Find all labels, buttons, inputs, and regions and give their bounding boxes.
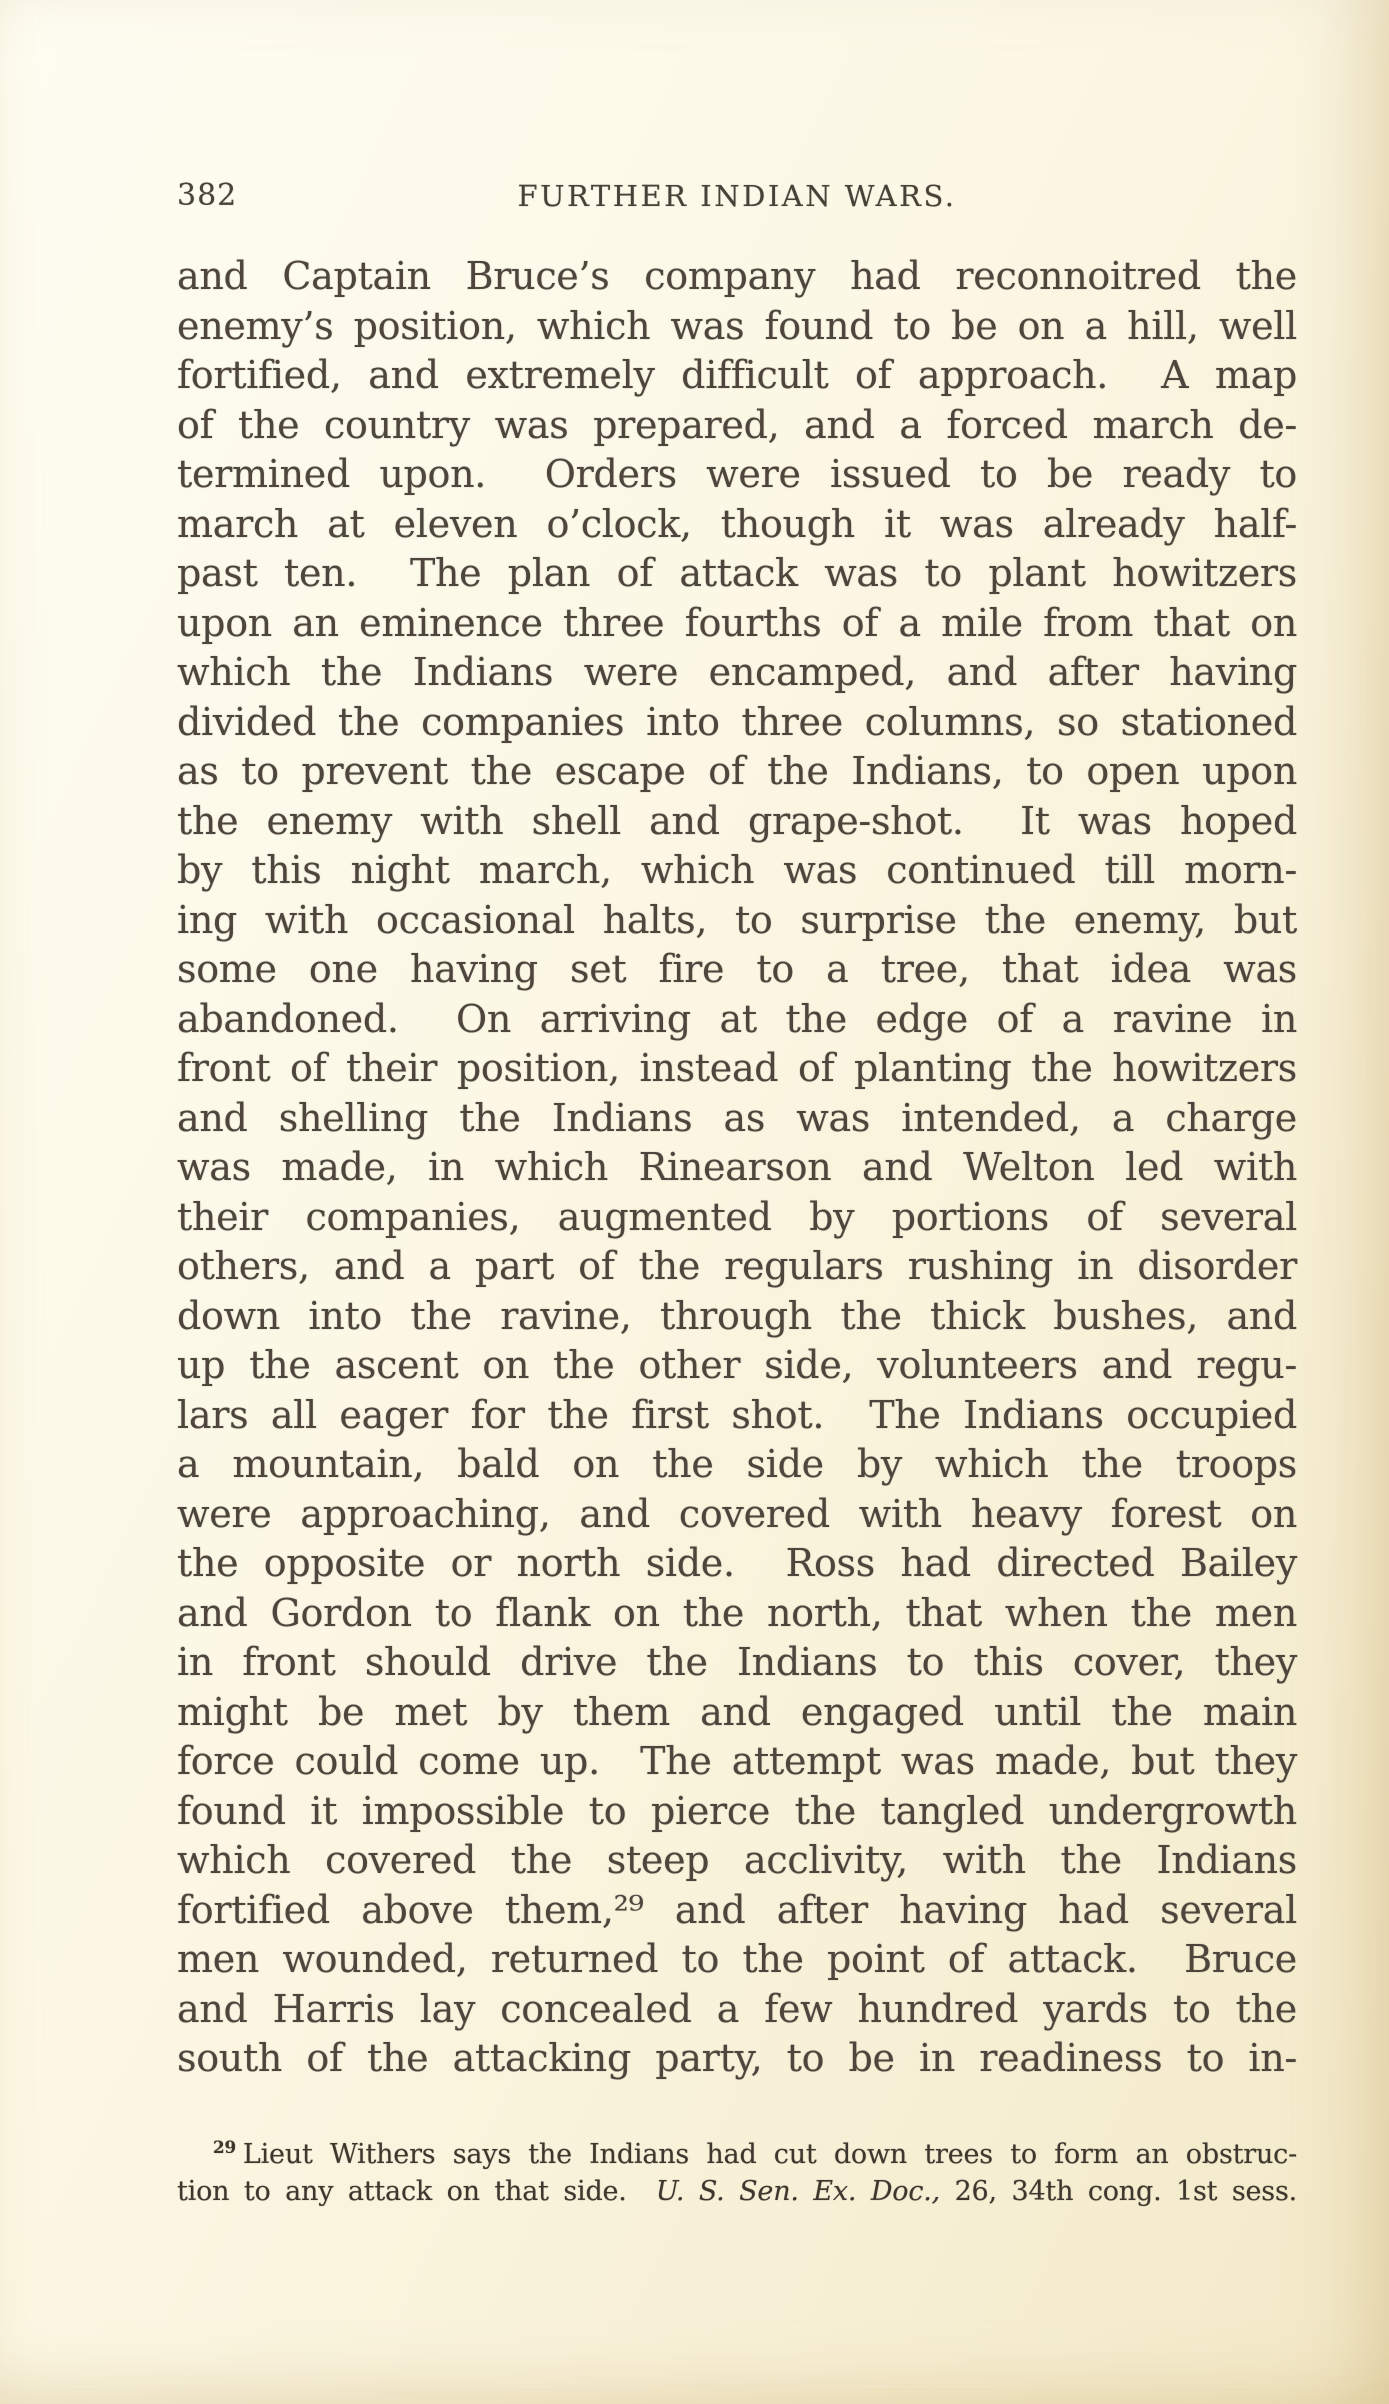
text-line: found it impossible to pierce the tangled undergrowth bbox=[177, 1788, 1297, 1833]
footnote-line bbox=[177, 2136, 1297, 2173]
text-line: some one having set fire to a tree, that idea was bbox=[177, 947, 1297, 991]
text-line: and Captain Bruce’s company had reconnoitred the bbox=[177, 254, 1297, 298]
text-line: front of their position, instead of planting the howitzers bbox=[177, 1046, 1297, 1090]
text-line: lars all eager for the first shot. The Indians occupied bbox=[177, 1392, 1297, 1437]
text-line: fortified, and extremely difficult of approach. A map bbox=[177, 353, 1297, 397]
text-line: in front should drive the Indians to this cover, they bbox=[177, 1640, 1297, 1684]
text-line: as to prevent the escape of the Indians, to open upon bbox=[177, 749, 1297, 793]
text-line: were approaching, and covered with heavy forest on bbox=[177, 1491, 1297, 1536]
text-line: force could come up. The attempt was made, but they bbox=[177, 1739, 1297, 1783]
text-line: by this night march, which was continued till morn- bbox=[177, 848, 1297, 892]
footnote-text: Lieut Withers says the Indians had cut down trees to form an obstruc- bbox=[242, 2139, 1297, 2170]
text-line: might be met by them and engaged until the main bbox=[177, 1689, 1297, 1734]
text-line: a mountain, bald on the side by which the troops bbox=[177, 1442, 1297, 1486]
text-line: ing with occasional halts, to surprise the enemy, but bbox=[177, 897, 1297, 942]
text-line: their companies, augmented by portions of several bbox=[177, 1194, 1297, 1239]
footnote-text: 26, 34th cong. 1st sess. bbox=[940, 2176, 1298, 2207]
text-line: and shelling the Indians as was intended, a charge bbox=[177, 1095, 1297, 1140]
text-line: which covered the steep acclivity, with the Indians bbox=[177, 1838, 1297, 1882]
text-line: was made, in which Rinearson and Welton led with bbox=[177, 1145, 1297, 1189]
text-line: up the ascent on the other side, volunteers and regu- bbox=[177, 1343, 1297, 1387]
running-title: FURTHER INDIAN WARS. bbox=[517, 179, 957, 213]
text-line: down into the ravine, through the thick bushes, and bbox=[177, 1293, 1297, 1338]
text-line: past ten. The plan of attack was to plant howitzers bbox=[177, 551, 1297, 595]
text-line: termined upon. Orders were issued to be ready to bbox=[177, 452, 1297, 496]
page-number: 382 bbox=[177, 178, 238, 213]
text-line: the opposite or north side. Ross had directed Bailey bbox=[177, 1541, 1297, 1585]
footnote-marker: 29 bbox=[213, 2137, 236, 2157]
text-line: others, and a part of the regulars rushing in disorder bbox=[177, 1244, 1297, 1288]
text-line: fortified above them,²⁹ and after having had several bbox=[177, 1887, 1297, 1932]
footnote-text: tion to any attack on that side. bbox=[177, 2176, 656, 2207]
text-line: march at eleven o’clock, though it was already half- bbox=[177, 501, 1297, 546]
text-line: enemy’s position, which was found to be on a hill, well bbox=[177, 303, 1297, 348]
text-line: the enemy with shell and grape-shot. It was hoped bbox=[177, 798, 1297, 843]
text-line: abandoned. On arriving at the edge of a ravine in bbox=[177, 996, 1297, 1041]
text-line: men wounded, returned to the point of attack. Bruce bbox=[177, 1937, 1297, 1981]
footnote-line bbox=[177, 2173, 1297, 2210]
text-line: upon an eminence three fourths of a mile from that on bbox=[177, 600, 1297, 645]
text-line: of the country was prepared, and a forced march de- bbox=[177, 402, 1297, 447]
text-line: which the Indians were encamped, and after having bbox=[177, 650, 1297, 694]
footnote-citation: U. S. Sen. Ex. Doc., bbox=[655, 2176, 941, 2207]
footnote bbox=[177, 2136, 1297, 2210]
body-text bbox=[177, 252, 1297, 2084]
text-line: and Harris lay concealed a few hundred yards to the bbox=[177, 1986, 1297, 2031]
text-line: south of the attacking party, to be in readiness to in- bbox=[177, 2036, 1297, 2080]
text-line: and Gordon to flank on the north, that when the men bbox=[177, 1590, 1297, 1635]
text-line: divided the companies into three columns, so stationed bbox=[177, 699, 1297, 744]
page-header bbox=[177, 178, 1297, 212]
